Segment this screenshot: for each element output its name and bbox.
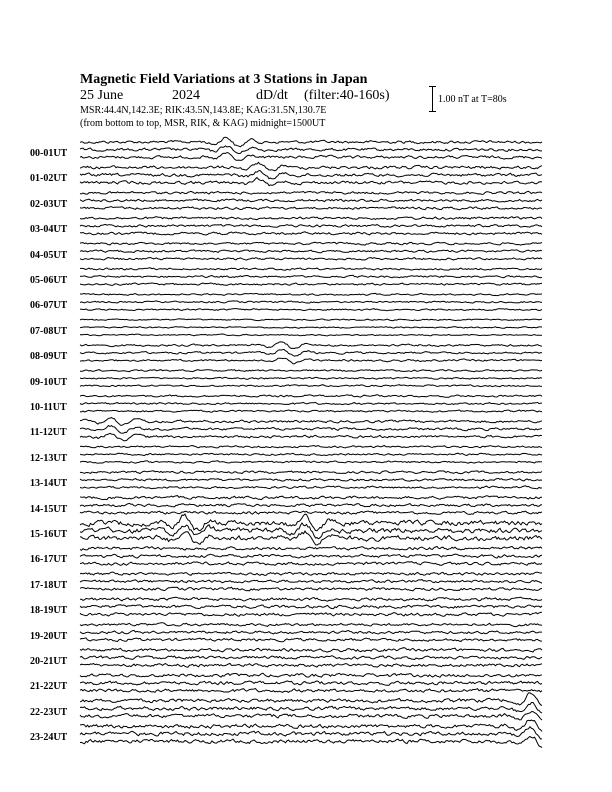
trace-rik — [80, 250, 542, 253]
trace-rik — [80, 402, 542, 404]
trace-msr — [80, 258, 542, 261]
trace-msr — [80, 358, 542, 364]
trace-kag — [80, 546, 542, 550]
trace-kag — [80, 623, 542, 627]
trace-rik — [80, 349, 542, 356]
trace-msr — [80, 587, 542, 591]
trace-msr — [80, 612, 542, 616]
row-label: 09-10UT — [30, 376, 68, 388]
trace-msr — [80, 385, 542, 387]
trace-rik — [80, 224, 542, 227]
row-label: 23-24UT — [30, 732, 68, 744]
trace-msr — [80, 207, 542, 210]
filter-label: (filter:40-160s) — [304, 88, 390, 103]
trace-msr — [80, 562, 542, 566]
trace-rik — [80, 703, 542, 713]
trace-rik — [80, 478, 542, 481]
trace-kag — [80, 648, 542, 652]
trace-kag — [80, 268, 542, 270]
row-label: 07-08UT — [30, 325, 68, 337]
trace-kag — [80, 572, 542, 575]
trace-msr — [80, 410, 542, 412]
row-label: 21-22UT — [30, 681, 68, 693]
trace-kag — [80, 446, 542, 448]
trace-rik — [80, 301, 542, 303]
year-label: 2024 — [172, 88, 200, 103]
trace-kag — [80, 342, 542, 349]
row-label: 01-02UT — [30, 173, 68, 185]
row-label: 05-06UT — [30, 275, 68, 286]
row-label: 00-01UT — [30, 148, 68, 159]
row-label: 17-18UT — [30, 579, 68, 591]
row-label: 04-05UT — [30, 249, 68, 261]
trace-kag — [80, 137, 542, 147]
row-label: 20-21UT — [30, 656, 68, 667]
trace-msr — [80, 178, 542, 186]
row-label: 03-04UT — [30, 224, 68, 236]
row-label: 12-13UT — [30, 452, 68, 464]
trace-msr — [80, 283, 542, 286]
trace-msr — [80, 232, 542, 235]
chart-title: Magnetic Field Variations at 3 Stations in Japan — [80, 72, 368, 87]
trace-kag — [80, 471, 542, 474]
trace-rik — [80, 377, 542, 379]
scale-indicator — [428, 86, 548, 114]
trace-msr — [80, 461, 542, 463]
trace-msr — [80, 689, 542, 693]
trace-kag — [80, 496, 542, 500]
trace-kag — [80, 395, 542, 398]
trace-kag — [80, 319, 542, 321]
trace-kag — [80, 418, 542, 426]
trace-kag — [80, 673, 542, 677]
trace-kag — [80, 693, 542, 706]
row-label: 08-09UT — [30, 351, 68, 363]
trace-rik — [80, 146, 542, 154]
trace-kag — [80, 191, 542, 194]
trace-rik — [80, 727, 542, 739]
trace-rik — [80, 681, 542, 685]
trace-msr — [80, 486, 542, 489]
row-label: 13-14UT — [30, 478, 68, 490]
trace-msr — [80, 737, 542, 748]
station-order-note: (from bottom to top, MSR, RIK, & KAG) midnight=1500UT — [80, 118, 326, 129]
trace-kag — [80, 293, 542, 295]
trace-msr — [80, 712, 542, 720]
trace-rik — [80, 503, 542, 506]
trace-rik — [80, 171, 542, 179]
trace-rik — [80, 275, 542, 277]
row-label: 15-16UT — [30, 529, 68, 540]
component-label: dD/dt — [256, 88, 288, 103]
row-label: 18-19UT — [30, 605, 68, 617]
trace-msr — [80, 334, 542, 336]
row-label: 10-11UT — [30, 402, 67, 413]
trace-msr — [80, 638, 542, 642]
date-label: 25 June — [80, 88, 124, 103]
trace-kag — [80, 217, 542, 220]
row-label: 19-20UT — [30, 630, 68, 642]
row-label: 22-23UT — [30, 706, 68, 718]
trace-kag — [80, 242, 542, 245]
trace-kag — [80, 162, 542, 170]
trace-kag — [80, 597, 542, 601]
scale-label: 1.00 nT at T=80s — [438, 94, 507, 105]
trace-kag — [80, 514, 542, 531]
scale-bar — [432, 86, 433, 112]
trace-rik — [80, 199, 542, 202]
trace-msr — [80, 153, 542, 161]
trace-msr — [80, 433, 542, 441]
trace-msr — [80, 309, 542, 311]
trace-rik — [80, 656, 542, 660]
trace-rik — [80, 426, 542, 434]
station-coordinates: MSR:44.4N,142.3E; RIK:43.5N,143.8E; KAG:31.5N,130.7E — [80, 105, 327, 116]
row-label: 06-07UT — [30, 300, 68, 312]
trace-rik — [80, 630, 542, 634]
magnetogram-plot — [78, 132, 544, 764]
trace-msr — [80, 511, 542, 514]
row-label: 02-03UT — [30, 198, 68, 210]
trace-msr — [80, 531, 542, 545]
trace-kag — [80, 370, 542, 372]
row-label: 14-15UT — [30, 503, 68, 515]
trace-rik — [80, 580, 542, 584]
trace-rik — [80, 554, 542, 558]
trace-rik — [80, 327, 542, 329]
trace-rik — [80, 453, 542, 455]
row-label: 11-12UT — [30, 427, 67, 439]
trace-rik — [80, 605, 542, 609]
trace-kag — [80, 720, 542, 731]
row-label: 16-17UT — [30, 554, 68, 566]
trace-msr — [80, 663, 542, 667]
